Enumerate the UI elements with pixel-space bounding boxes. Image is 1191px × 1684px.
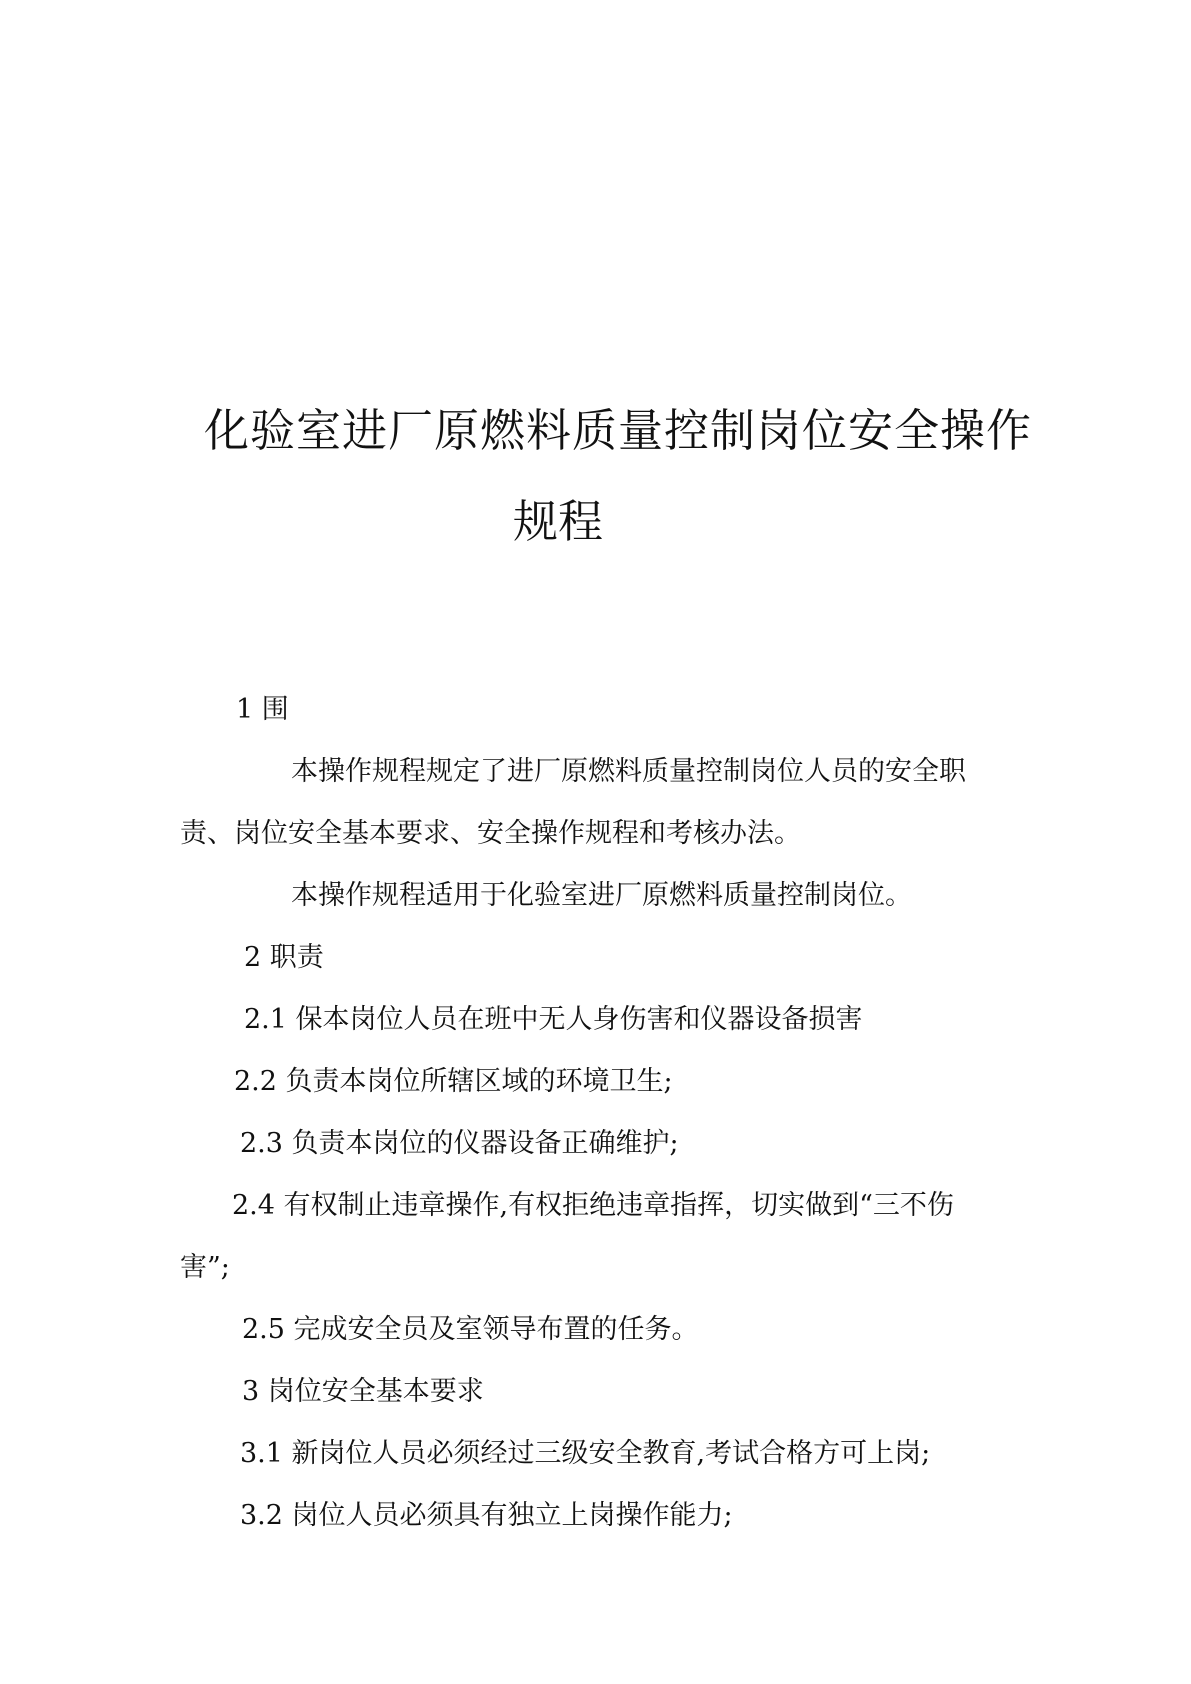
clause-2-5: 2.5 完成安全员及室领导布置的任务。 <box>242 1314 699 1345</box>
clause-2-4-line-1: 2.4 有权制止违章操作,有权拒绝违章指挥，切实做到“三不伤 <box>232 1190 954 1221</box>
clause-2-1: 2.1 保本岗位人员在班中无人身伤害和仪器设备损害 <box>244 1004 863 1035</box>
paragraph-1-line-2: 责、岗位安全基本要求、安全操作规程和考核办法。 <box>180 818 801 849</box>
paragraph-2: 本操作规程适用于化验室进厂原燃料质量控制岗位。 <box>291 880 912 911</box>
clause-2-4-line-2: 害”; <box>180 1252 230 1283</box>
paragraph-1-line-1: 本操作规程规定了进厂原燃料质量控制岗位人员的安全职 <box>291 756 966 787</box>
clause-3-1: 3.1 新岗位人员必须经过三级安全教育,考试合格方可上岗; <box>240 1438 931 1469</box>
section-3-heading: 3 岗位安全基本要求 <box>242 1376 484 1407</box>
document-title-line-2: 规程 <box>513 495 604 548</box>
clause-2-3: 2.3 负责本岗位的仪器设备正确维护; <box>240 1128 679 1159</box>
clause-3-2: 3.2 岗位人员必须具有独立上岗操作能力; <box>240 1500 733 1531</box>
clause-2-2: 2.2 负责本岗位所辖区域的环境卫生; <box>234 1066 673 1097</box>
document-title-line-1: 化验室进厂原燃料质量控制岗位安全操作 <box>204 404 1033 457</box>
section-1-heading: 1 围 <box>236 694 289 725</box>
section-2-heading: 2 职责 <box>244 942 324 973</box>
